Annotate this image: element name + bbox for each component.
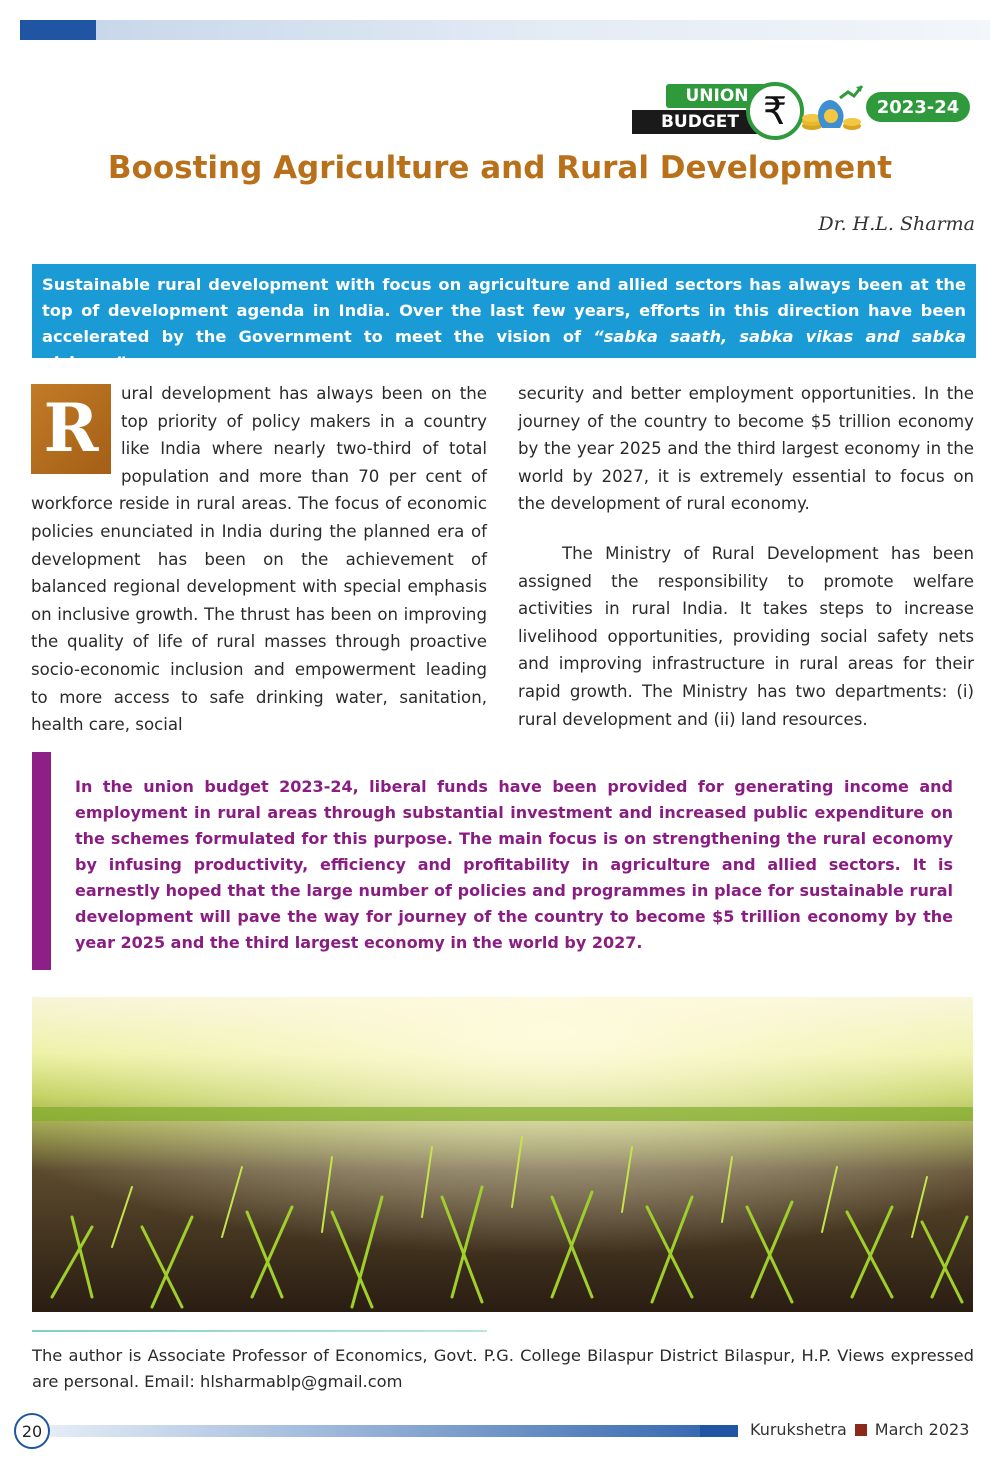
footer-publication xyxy=(750,1420,990,1439)
badge-union-label: UNION xyxy=(666,84,768,108)
right-column-paragraph-2: The Ministry of Rural Development has been assigned the responsibility to promote welfare activities in rural India. It takes steps to increase livelihood opportunities, providing social safety nets and improving infrastructure in rural areas for their rapid growth. The Ministry has two departments: (i) rural development and (ii) land resources. xyxy=(518,543,974,729)
bottom-decorative-band xyxy=(50,1425,738,1437)
issue-date: March 2023 xyxy=(874,1420,970,1439)
bottom-band-accent xyxy=(700,1425,738,1437)
wheat-field-photo xyxy=(32,997,973,1312)
drop-cap: R xyxy=(31,384,111,474)
magazine-name: Kurukshetra xyxy=(750,1420,847,1439)
top-decorative-band xyxy=(20,20,990,40)
badge-year: 2023-24 xyxy=(866,92,970,122)
money-bag-coins-icon xyxy=(800,84,864,134)
badge-budget-label: BUDGET xyxy=(632,110,768,134)
intro-box xyxy=(32,264,976,372)
article-title: Boosting Agriculture and Rural Development xyxy=(107,150,893,186)
author-note-divider xyxy=(32,1330,487,1332)
union-budget-badge xyxy=(628,80,974,140)
rupee-icon: ₹ xyxy=(746,82,804,140)
author-note: The author is Associate Professor of Economics, Govt. P.G. College Bilaspur District Bilaspur, H.P. Views expressed are personal. Email: hlsharmablp@gmail.com xyxy=(32,1346,974,1391)
square-separator-icon xyxy=(855,1424,867,1436)
right-column xyxy=(518,380,974,733)
intro-text: Sustainable rural development with focus on agriculture and allied sectors has always been at the top of development agenda in India. Over the last few years, efforts in this direction have been accelerated by the Government to meet the vision of xyxy=(42,275,966,346)
article-author: Dr. H.L. Sharma xyxy=(818,213,975,235)
right-column-paragraph-1: security and better employment opportunities. In the journey of the country to become $5 trillion economy by the year 2025 and the third largest economy in the world by 2027, it is extremely essential to focus on the development of rural economy. xyxy=(518,384,974,514)
callout-accent-bar xyxy=(32,752,51,970)
intro-end: . xyxy=(125,353,132,372)
left-column-text: ural development has always been on the top priority of policy makers in a country like India where nearly two-third of total population and more than 70 per cent of workforce reside in rural areas. The focus of economic policies enunciated in India during the planned era of development has been on the achievement of balanced regional development with special emphasis on inclusive growth. The thrust has been on improving the quality of life of rural masses through proactive socio-economic inclusion and empowerment leading to more access to safe drinking water, sanitation, health care, social xyxy=(31,384,487,735)
intro-quote: “sabka saath, sabka vikas and sabka vishwas” xyxy=(42,327,966,372)
left-column xyxy=(31,380,487,739)
callout-text: In the union budget 2023-24, liberal funds have been provided for generating income and employment in rural areas through substantial investment and increased public expenditure on the schemes formulated for this purpose. The main focus is on strengthening the rural economy by infusing productivity, efficiency and profitability in agriculture and allied sectors. It is earnestly hoped that the large number of policies and programmes in place for sustainable rural development will pave the way for journey of the country to become $5 trillion economy by the year 2025 and the third largest economy in the world by 2027. xyxy=(75,777,953,952)
page-number: 20 xyxy=(14,1413,50,1449)
